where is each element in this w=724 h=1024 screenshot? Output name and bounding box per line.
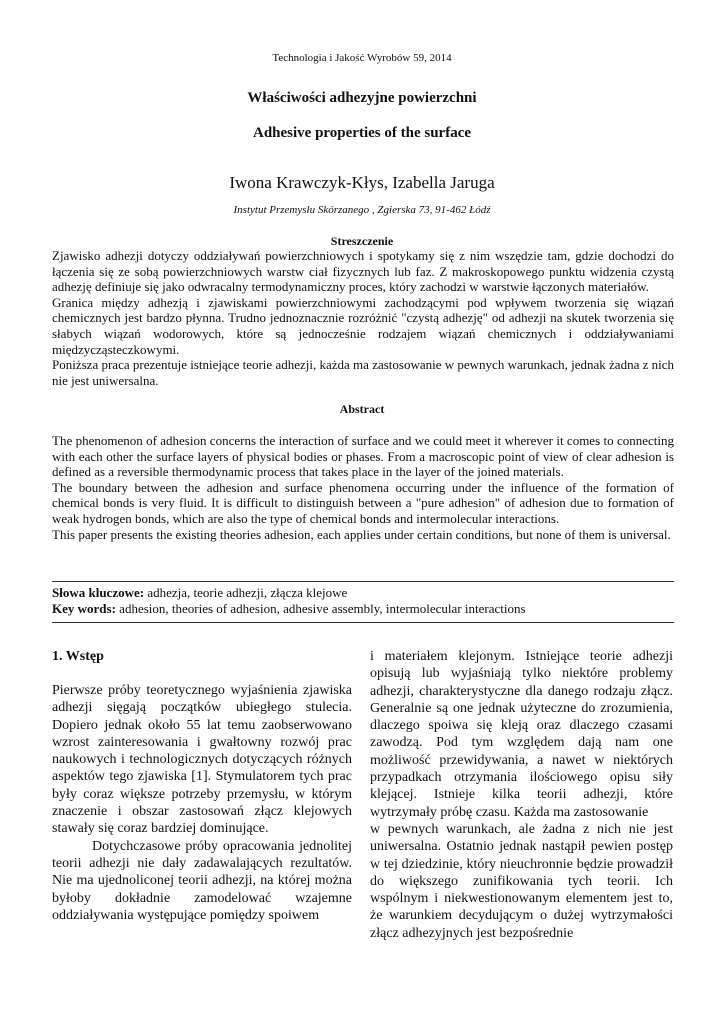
- section-title: 1. Wstęp: [52, 649, 104, 664]
- keywords-polish-value: adhezja, teorie adhezji, złącza klejowe: [144, 585, 348, 600]
- keywords-english-value: adhesion, theories of adhesion, adhesive assembly, intermolecular interactions: [115, 601, 526, 616]
- right-column: [370, 648, 673, 942]
- body-paragraph: w pewnych warunkach, ale żadna z nich nie jest uniwersalna. Ostatnio jednak nastąpił pewien postęp w tej dziedzinie, który nieuchronnie będzie prowadził do większego zunifikowania tych teorii. Ich wspólnym i niekwestionowanym elementem jest to, że warunkiem decydującym o dużej wytrzymałości złącz adhezyjnych jest bezpośrednie: [370, 821, 673, 941]
- authors: Iwona Krawczyk-Kłys, Izabella Jaruga: [229, 173, 495, 192]
- streszczenie-paragraph: Poniższa praca prezentuje istniejące teorie adhezji, każda ma zastosowanie w pewnych warunkach, jednak żadna z nich nie jest uniwersalna.: [52, 357, 674, 388]
- keywords-polish: [52, 585, 674, 601]
- abstract-paragraph: The boundary between the adhesion and surface phenomena occurring under the influence of the formation of chemical bonds is very fluid. It is difficult to distinguish between a "pure adhesion" of adhesion due to formation of weak hydrogen bonds, which are also the type of chemical bonds and intermolecular interactions.: [52, 479, 674, 526]
- abstract-heading: Abstract: [339, 402, 385, 416]
- keywords-block: [52, 585, 674, 617]
- affiliation: Instytut Przemysłu Skórzanego , Zgierska 73, 91-462 Łódź: [233, 204, 491, 216]
- keywords-polish-label: Słowa kluczowe:: [52, 585, 145, 600]
- journal-header: Technologia i Jakość Wyrobów 59, 2014: [272, 52, 452, 64]
- keywords-bottom-rule: [52, 622, 674, 623]
- body-paragraph: i materiałem klejonym. Istniejące teorie adhezji opisują lub wyjaśniają tylko niektóre problemy adhezji, charakterystyczne dla danego rodzaju złącz. Generalnie są one jednak użyteczne do zrozumienia, dlaczego spoiwa się kleją oraz dlaczego czasami zawodzą. Pod tym względem dają nam one możliwość przewidywania, a nawet w niektórych przypadkach otrzymania ilościowego opisu siły klejącej. Istnieje kilka teorii adhezji, które wytrzymały próbę czasu. Każda ma zastosowanie: [370, 649, 673, 820]
- streszczenie-paragraph: Granica między adhezją i zjawiskami powierzchniowymi zachodzącymi pod wpływem tworzenia się wiązań chemicznych jest bardzo płynna. Trudno jednoznacznie rozróżnić "czystą adhezję" od adhezji na skutek tworzenia się słabych wiązań wodorowych, które są jednocześnie rodzajem wiązań chemicznych i oddziaływaniami międzycząsteczkowymi.: [52, 294, 674, 357]
- left-column: [52, 648, 352, 924]
- title-english: Adhesive properties of the surface: [252, 125, 472, 141]
- abstract-body: [52, 433, 674, 542]
- title-polish: Właściwości adhezyjne powierzchni: [247, 90, 477, 106]
- streszczenie-body: [52, 248, 674, 388]
- abstract-paragraph: The phenomenon of adhesion concerns the interaction of surface and we could meet it wherever it comes to connecting with each other the surface layers of physical bodies or phases. From a macroscopic point of view of clear adhesion is defined as a reversible thermodynamic process that takes place in the layer of the joined materials.: [52, 433, 674, 480]
- body-paragraph: Dotychczasowe próby opracowania jednolitej teorii adhezji nie dały zadawalających rezultatów. Nie ma ujednoliconej teorii adhezji, na której można byłoby dokładnie zamodelować wzajemne oddziaływania występujące pomiędzy spoiwem: [52, 838, 352, 923]
- keywords-top-rule: [52, 581, 674, 582]
- streszczenie-paragraph: Zjawisko adhezji dotyczy oddziaływań powierzchniowych i spotykamy się z nim wszędzie tam, gdzie dochodzi do łączenia się ze sobą powierzchniowych warstw ciał fizycznych lub faz. Z makroskopowego punktu widzenia czystą adhezję definiuje się jako odwracalny termodynamiczny proces, który zachodzi w warstwie łączonych materiałów.: [52, 248, 674, 295]
- streszczenie-heading: Streszczenie: [330, 234, 394, 248]
- abstract-paragraph: This paper presents the existing theories adhesion, each applies under certain conditions, but none of them is universal.: [52, 526, 671, 542]
- keywords-english: [52, 601, 674, 617]
- keywords-english-label: Key words:: [52, 601, 116, 616]
- body-paragraph: Pierwsze próby teoretycznego wyjaśnienia zjawiska adhezji sięgają początków ubiegłego stulecia. Dopiero jednak około 55 lat temu zaobserwowano wzrost zainteresowania i gwałtowny rozwój prac naukowych i technologicznych dotyczących różnych aspektów tego zjawiska [1]. Stymulatorem tych prac były coraz większe potrzeby przemysłu, w którym znaczenie i obszar zastosowań złącz klejowych stawały się coraz bardziej dominujące.: [52, 683, 352, 837]
